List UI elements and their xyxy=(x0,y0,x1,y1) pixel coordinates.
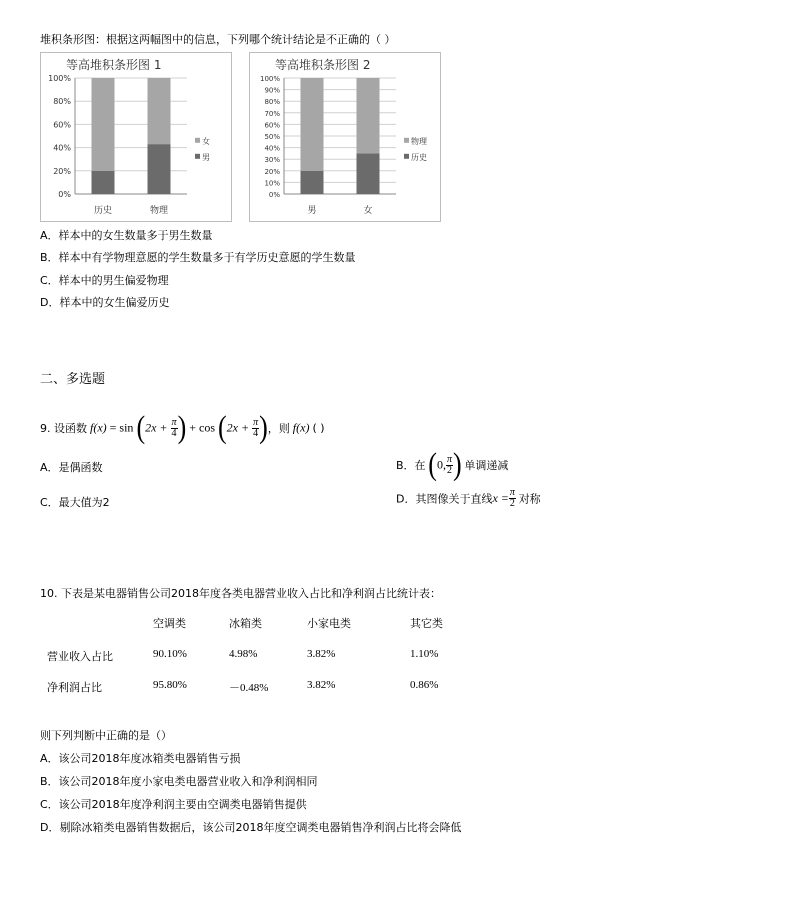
q10-judge: 则下列判断中正确的是（） xyxy=(40,729,172,742)
q10-option-d[interactable]: D．剔除冰箱类电器销售数据后，该公司2018年度空调类电器销售净利润占比将会降低 xyxy=(40,821,462,834)
q9-option-b-paren-open: ( xyxy=(428,447,437,482)
q9-option-d-x: x = xyxy=(492,491,509,505)
stacked-bar-chart-1 xyxy=(40,52,232,222)
q9-option-d-post: 对称 xyxy=(518,492,541,506)
chart-1-x-tick-label: 物理 xyxy=(149,206,169,216)
table-cell: 90.10% xyxy=(153,648,187,660)
chart-2-y-tick-label: 30% xyxy=(264,156,280,165)
q9-eq: = sin xyxy=(109,420,134,435)
q8-option-c[interactable]: C．样本中的男生偏爱物理 xyxy=(40,274,169,287)
q9-paren-close-1: ) xyxy=(177,410,187,445)
table-header-other: 其它类 xyxy=(410,617,443,630)
chart-2-y-tick-label: 90% xyxy=(264,86,280,95)
table-cell: 1.10% xyxy=(410,648,439,660)
q9-option-b-paren-close: ) xyxy=(452,447,462,482)
chart-2-bar-女-物理 xyxy=(357,78,380,153)
chart-1-y-tick-label: 60% xyxy=(53,120,71,130)
chart-1-legend-swatch xyxy=(195,138,200,143)
chart-2-y-tick-label: 70% xyxy=(264,109,280,118)
q9-paren-open-1: ( xyxy=(136,410,146,445)
table-row-label: 营业收入占比 xyxy=(47,650,113,663)
q9-fx: f(x) xyxy=(90,420,107,435)
table-cell: 95.80% xyxy=(153,679,187,691)
chart-2-bar-女-历史 xyxy=(357,153,380,194)
q9-stem xyxy=(40,410,325,451)
chart-1-bar-物理-男 xyxy=(148,144,171,194)
chart-1-legend-label: 女 xyxy=(202,136,210,146)
q9-tail: ，则 xyxy=(267,422,290,435)
q8-option-a[interactable]: A．样本中的女生数量多于男生数量 xyxy=(40,229,213,242)
q9-option-b-zero: 0, xyxy=(436,457,446,472)
q10-option-a[interactable]: A．该公司2018年度冰箱类电器销售亏损 xyxy=(40,752,241,765)
chart-2-y-tick-label: 20% xyxy=(264,167,280,176)
chart-2-legend-swatch xyxy=(404,154,409,159)
chart-2-x-tick-label: 女 xyxy=(363,206,373,216)
q10-option-b[interactable]: B．该公司2018年度小家电类电器营业收入和净利润相同 xyxy=(40,775,318,788)
chart-2-y-tick-label: 80% xyxy=(264,98,280,107)
q9-inner-1: 2x + xyxy=(145,420,168,435)
q10-stem: 10. 下表是某电器销售公司2018年度各类电器营业收入占比和净利润占比统计表： xyxy=(40,587,441,600)
chart-2-y-tick-label: 100% xyxy=(259,75,280,83)
q9-option-b-frac-den: 2 xyxy=(446,464,452,476)
table-header-small: 小家电类 xyxy=(307,617,351,630)
q9-paren-open-2: ( xyxy=(218,410,227,445)
q9-option-d[interactable] xyxy=(396,488,541,520)
chart-1-y-tick-label: 80% xyxy=(53,97,71,107)
q9-option-d-frac xyxy=(509,488,516,509)
q9-answer-paren: ( ) xyxy=(312,421,325,435)
q9-tail-fx: f(x) xyxy=(292,420,310,435)
q9-frac-2-num: π xyxy=(253,416,259,428)
q8-option-d[interactable]: D．样本中的女生偏爱历史 xyxy=(40,296,170,309)
q9-plus: + cos xyxy=(189,420,215,435)
q9-frac-2 xyxy=(252,418,259,439)
chart-2-y-tick-label: 50% xyxy=(264,133,280,141)
chart-2-legend-swatch xyxy=(404,138,409,143)
chart-2-y-tick-label: 60% xyxy=(264,121,280,130)
q9-number: 9. 设函数 xyxy=(40,422,87,435)
q9-inner-2: 2x + xyxy=(226,420,250,435)
chart-1-svg xyxy=(41,53,231,221)
q9-option-b-post: 单调递减 xyxy=(464,459,509,472)
chart-2-title: 等高堆积条形图 2 xyxy=(275,58,371,72)
q9-frac-2-den: 4 xyxy=(253,427,259,439)
section-title: 二、多选题 xyxy=(40,372,106,387)
q9-paren-close-2: ) xyxy=(259,410,268,445)
table-header-ac: 空调类 xyxy=(153,617,186,630)
chart-1-y-tick-label: 40% xyxy=(53,143,71,153)
chart-1-y-tick-label: 100% xyxy=(48,74,71,83)
chart-1-title: 等高堆积条形图 1 xyxy=(66,58,162,72)
chart-2-y-tick-label: 10% xyxy=(264,179,280,188)
table-cell: 4.98% xyxy=(229,648,258,660)
chart-1-bar-历史-女 xyxy=(92,78,115,171)
q9-frac-1 xyxy=(171,418,178,439)
chart-1-bar-物理-女 xyxy=(148,78,171,144)
q9-option-d-frac-den: 2 xyxy=(509,498,515,509)
chart-2-y-tick-label: 40% xyxy=(264,144,280,153)
q9-option-d-frac-num: π xyxy=(509,487,515,498)
q9-frac-1-den: 4 xyxy=(171,427,177,439)
q10-option-c[interactable]: C．该公司2018年度净利润主要由空调类电器销售提供 xyxy=(40,798,307,811)
table-header-fridge: 冰箱类 xyxy=(229,617,262,630)
chart-2-legend-label: 物理 xyxy=(411,136,427,146)
chart-1-legend-swatch xyxy=(195,154,200,159)
q9-option-b-frac xyxy=(446,455,453,476)
chart-2-bar-男-历史 xyxy=(301,171,324,194)
q9-option-b[interactable] xyxy=(396,447,509,486)
table-row-label: 净利润占比 xyxy=(47,681,102,694)
chart-2-y-tick-label: 0% xyxy=(268,191,280,199)
table-cell: 3.82% xyxy=(307,648,336,660)
chart-2-bar-男-物理 xyxy=(301,78,324,171)
chart-2-legend-label: 历史 xyxy=(411,152,427,162)
q9-frac-1-num: π xyxy=(171,416,177,428)
stacked-bar-chart-2 xyxy=(249,52,441,222)
chart-1-y-tick-label: 0% xyxy=(58,190,71,199)
chart-2-x-tick-label: 男 xyxy=(307,206,317,216)
q8-stem: 堆积条形图：根据这两幅图中的信息，下列哪个统计结论是不正确的（ ） xyxy=(40,33,396,46)
table-cell: 0.86% xyxy=(410,679,439,691)
chart-1-bar-历史-男 xyxy=(92,171,115,194)
chart-1-legend-label: 男 xyxy=(202,152,210,162)
q8-option-b[interactable]: B．样本中有学物理意愿的学生数量多于有学历史意愿的学生数量 xyxy=(40,251,356,264)
chart-1-x-tick-label: 历史 xyxy=(93,206,113,216)
q9-option-a[interactable]: A．是偶函数 xyxy=(40,461,103,474)
q9-option-b-pre: B．在 xyxy=(396,459,426,472)
q9-option-c[interactable]: C．最大值为2 xyxy=(40,496,110,509)
chart-2-svg xyxy=(250,53,440,221)
chart-1-y-tick-label: 20% xyxy=(53,166,71,176)
q9-option-b-frac-num: π xyxy=(446,453,452,465)
table-cell: 3.82% xyxy=(307,679,336,691)
q9-option-d-pre: D．其图像关于直线 xyxy=(396,492,493,506)
table-cell: －0.48% xyxy=(229,682,269,694)
